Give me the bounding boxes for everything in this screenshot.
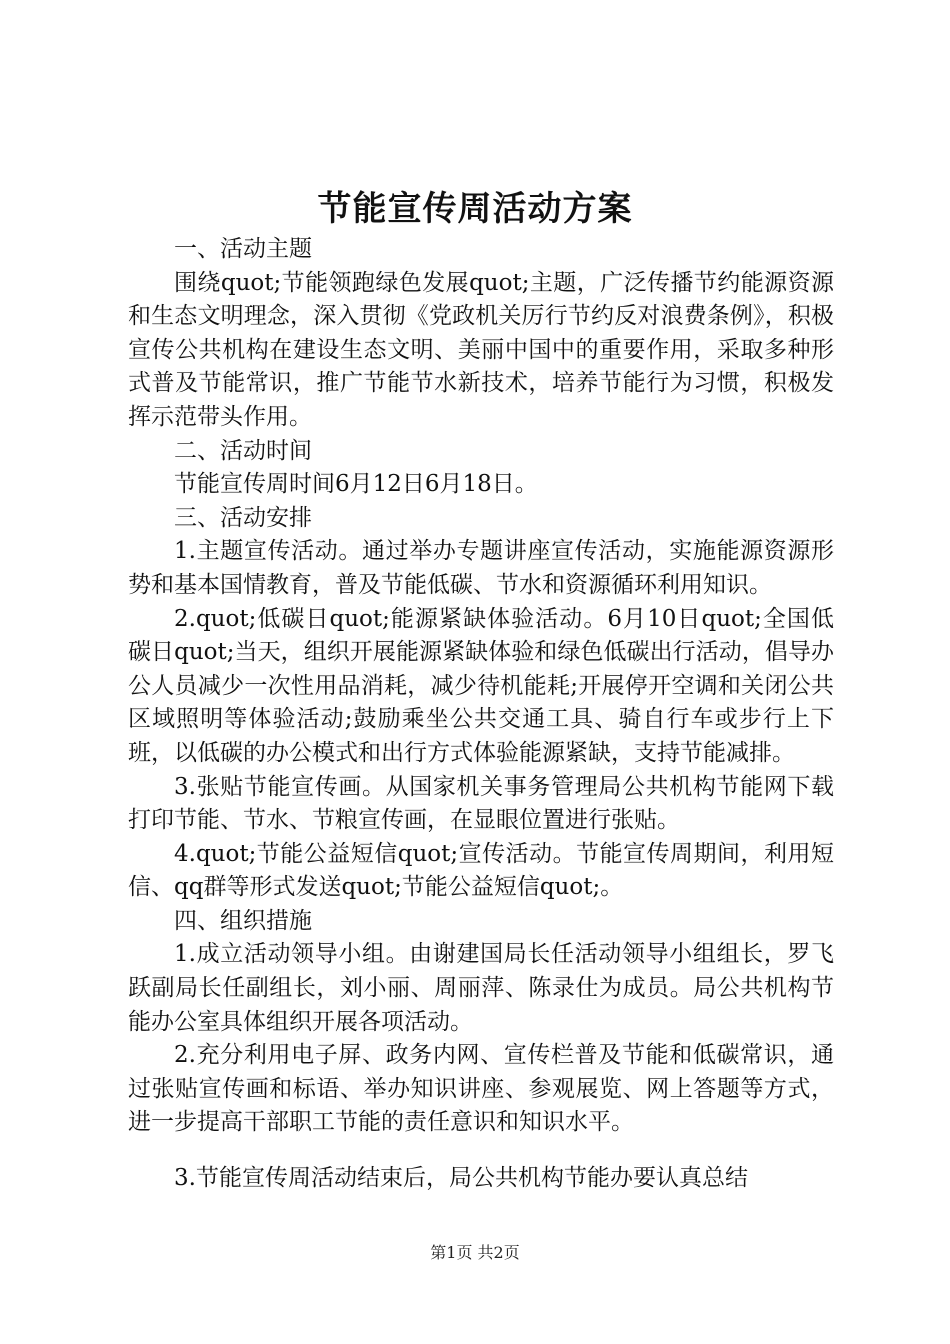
paragraph-arrangement-2: 2.quot;低碳日quot;能源紧缺体验活动。6月10日quot;全国低碳日quot;当天，组织开展能源紧缺体验和绿色低碳出行活动，倡导办公人员减少一次性用品消耗，减少待机能耗;开展停开空调和关闭公共区域照明等体验活动;鼓励乘坐公共交通工具、骑自行车或步行上下班，以低碳的办公模式和出行方式体验能源紧缺，支持节能减排。	[128, 605, 834, 766]
document-body	[128, 233, 834, 1196]
section-heading-measures: 四、组织措施	[174, 907, 312, 934]
paragraph-measures-2: 2.充分利用电子屏、政务内网、宣传栏普及节能和低碳常识，通过张贴宣传画和标语、举办知识讲座、参观展览、网上答题等方式，进一步提高干部职工节能的责任意识和知识水平。	[128, 1042, 834, 1136]
section-heading-arrangement: 三、活动安排	[174, 504, 312, 531]
paragraph-gap	[128, 1140, 834, 1162]
paragraph-arrangement-3: 3.张贴节能宣传画。从国家机关事务管理局公共机构节能网下载打印节能、节水、节粮宣传画，在显眼位置进行张贴。	[128, 773, 834, 834]
section-heading-theme: 一、活动主题	[174, 236, 312, 262]
paragraph-arrangement-4: 4.quot;节能公益短信quot;宣传活动。节能宣传周期间，利用短信、qq群等形式发送quot;节能公益短信quot;。	[128, 840, 834, 901]
paragraph-theme: 围绕quot;节能领跑绿色发展quot;主题，广泛传播节约能源资源和生态文明理念，深入贯彻《党政机关厉行节约反对浪费条例》，积极宣传公共机构在建设生态文明、美丽中国中的重要作用，采取多种形式普及节能常识，推广节能节水新技术，培养节能行为习惯，积极发挥示范带头作用。	[128, 269, 834, 430]
section-heading-time: 二、活动时间	[174, 437, 312, 464]
document-title: 节能宣传周活动方案	[317, 189, 633, 229]
paragraph-measures-3: 3.节能宣传周活动结束后，局公共机构节能办要认真总结	[174, 1165, 748, 1192]
paragraph-arrangement-1: 1.主题宣传活动。通过举办专题讲座宣传活动，实施能源资源形势和基本国情教育，普及节能低碳、节水和资源循环利用知识。	[128, 538, 834, 598]
paragraph-time: 节能宣传周时间6月12日6月18日。	[174, 471, 538, 498]
page-footer: 第1页 共2页	[430, 1243, 520, 1262]
paragraph-measures-1: 1.成立活动领导小组。由谢建国局长任活动领导小组组长，罗飞跃副局长任副组长，刘小丽、周丽萍、陈录仕为成员。局公共机构节能办公室具体组织开展各项活动。	[128, 941, 834, 1035]
